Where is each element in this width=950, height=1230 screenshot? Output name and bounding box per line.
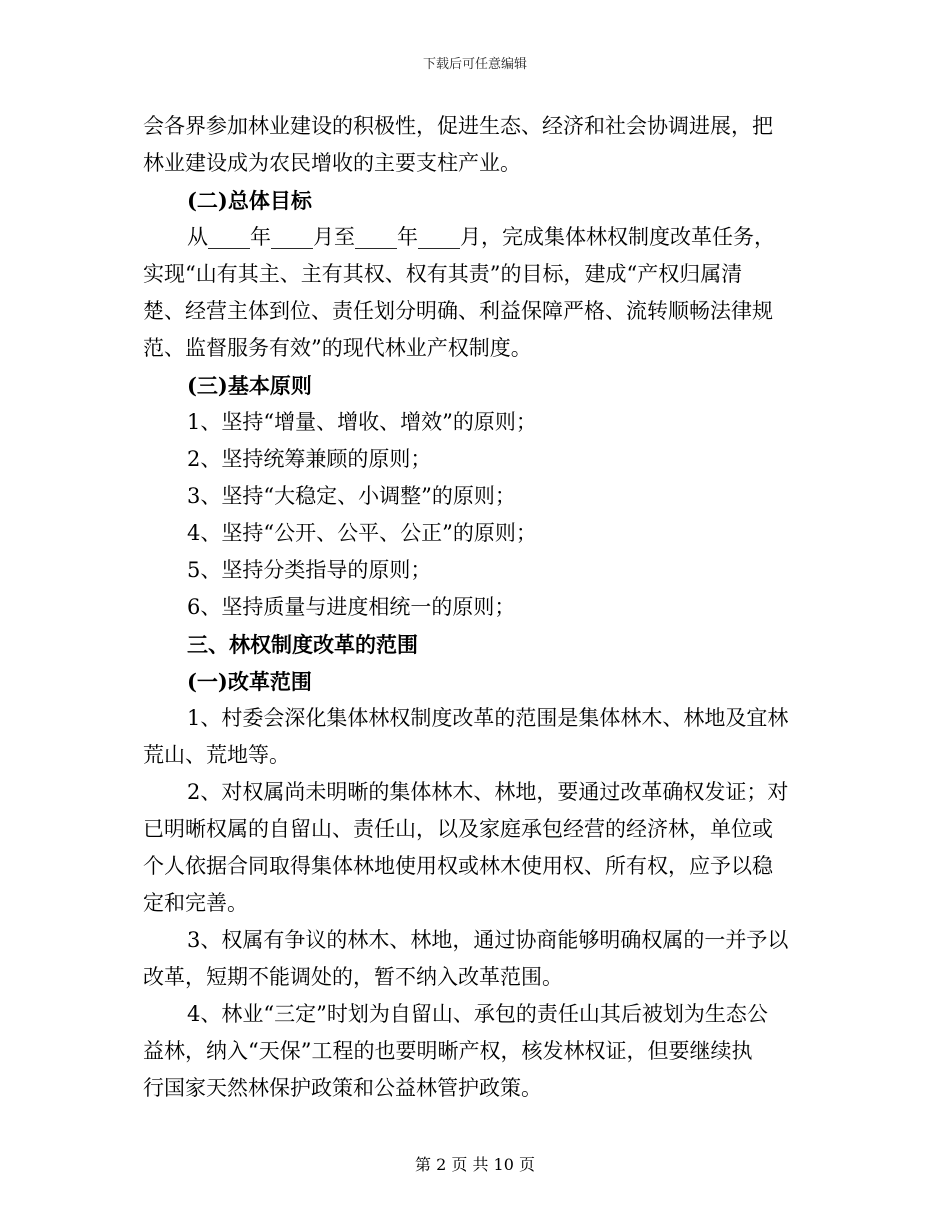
text-line: 实现“山有其主、主有其权、权有其责”的目标，建成“产权归属清: [143, 262, 743, 286]
text-line: 已明晰权属的自留山、责任山，以及家庭承包经营的经济林，单位或: [143, 817, 773, 841]
text-line: 定和完善。: [143, 891, 248, 915]
text-line: 1、坚持“增量、增收、增效”的原则；: [187, 410, 537, 434]
section-heading: (一)改革范围: [187, 669, 312, 694]
text-line: 1、村委会深化集体林权制度改革的范围是集体林木、林地及宜林: [187, 706, 789, 730]
page-footer: 第 2 页 共 10 页: [415, 1155, 535, 1174]
text-line: 从____年____月至____年____月，完成集体林权制度改革任务，: [187, 225, 775, 249]
text-line: 5、坚持分类指导的原则；: [187, 558, 432, 582]
section-heading: 三、林权制度改革的范围: [187, 632, 418, 657]
page-header: 下载后可任意编辑: [422, 57, 527, 72]
text-line: 林业建设成为农民增收的主要支柱产业。: [143, 151, 521, 175]
text-line: 4、林业“三定”时划为自留山、承包的责任山其后被划为生态公: [187, 1002, 768, 1026]
text-line: 3、坚持“大稳定、小调整”的原则；: [187, 484, 516, 508]
text-line: 3、权属有争议的林木、林地，通过协商能够明确权属的一并予以: [187, 928, 789, 952]
text-line: 会各界参加林业建设的积极性，促进生态、经济和社会协调进展，把: [143, 114, 773, 138]
text-line: 2、坚持统筹兼顾的原则；: [187, 447, 432, 471]
text-line: 荒山、荒地等。: [143, 743, 290, 767]
document-body: [143, 108, 811, 1107]
text-line: 2、对权属尚未明晰的集体林木、林地，要通过改革确权发证；对: [187, 780, 789, 804]
text-line: 4、坚持“公开、公平、公正”的原则；: [187, 521, 537, 545]
text-line: 个人依据合同取得集体林地使用权或林木使用权、所有权，应予以稳: [143, 854, 773, 878]
section-heading: (三)基本原则: [187, 373, 312, 398]
text-line: 益林，纳入“天保”工程的也要明晰产权，核发林权证，但要继续执: [143, 1039, 753, 1063]
text-line: 行国家天然林保护政策和公益林管护政策。: [143, 1076, 542, 1100]
section-heading: (二)总体目标: [187, 188, 312, 213]
text-line: 范、监督服务有效”的现代林业产权制度。: [143, 336, 532, 360]
text-line: 6、坚持质量与进度相统一的原则；: [187, 595, 516, 619]
text-line: 改革，短期不能调处的，暂不纳入改革范围。: [143, 965, 563, 989]
text-line: 楚、经营主体到位、责任划分明确、利益保障严格、流转顺畅法律规: [143, 299, 773, 323]
